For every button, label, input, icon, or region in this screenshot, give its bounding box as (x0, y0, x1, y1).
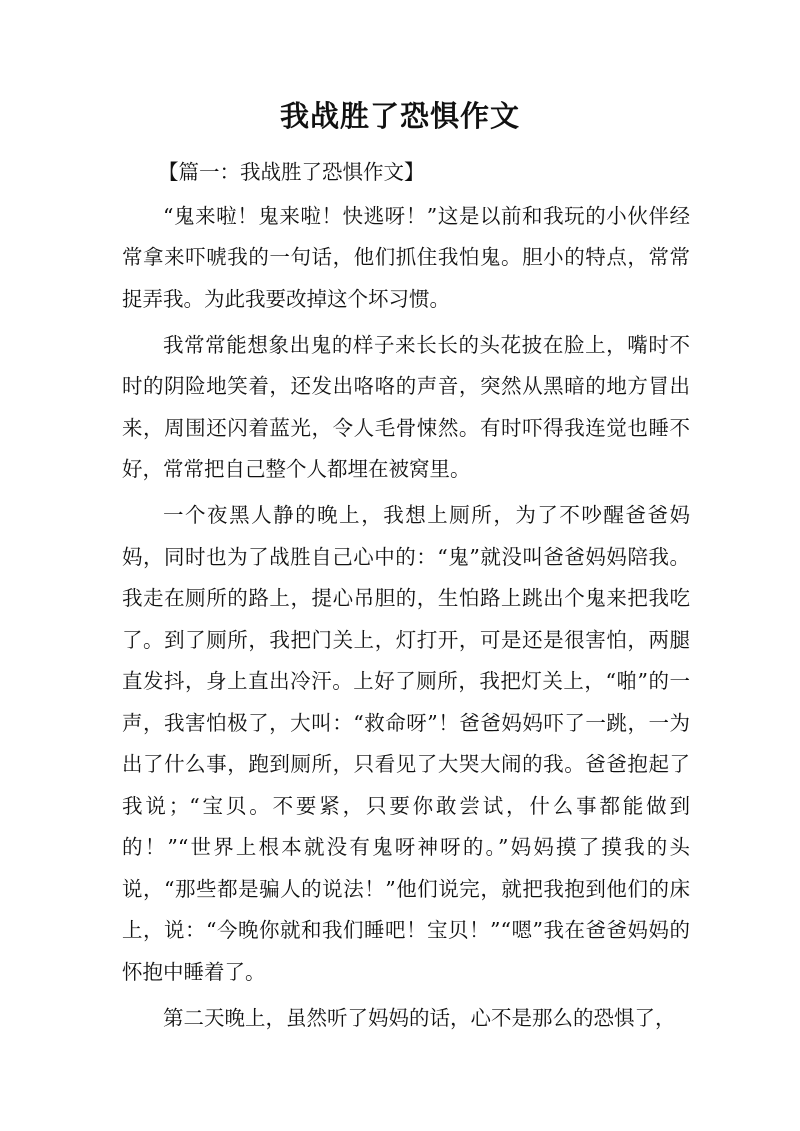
document-title: 我战胜了恐惧作文 (279, 99, 520, 133)
paragraph-4: 第二天晚上，虽然听了妈妈的话，心不是那么的恐惧了， (163, 1005, 676, 1030)
paragraph-2: 我常常能想象出鬼的样子来长长的头花披在脸上，嘴时不时的阴险地笑着，还发出咯咯的声音，突然从黑暗的地方冒出来，周围还闪着蓝光，令人毛骨悚然。有时吓得我连觉也睡不好，常常把自己整个人都埋在被窝里。 (122, 332, 690, 481)
section-heading: 【篇一：我战胜了恐惧作文】 (158, 160, 425, 184)
document-body (122, 152, 690, 1044)
paragraph-1: “鬼来啦！鬼来啦！快逃呀！”这是以前和我玩的小伙伴经常拿来吓唬我的一句话，他们抓住我怕鬼。胆小的特点，常常捉弄我。为此我要改掉这个坏习惯。 (122, 203, 690, 311)
paragraph-3: 一个夜黑人静的晚上，我想上厕所，为了不吵醒爸爸妈妈，同时也为了战胜自己心中的：“鬼”就没叫爸爸妈妈陪我。我走在厕所的路上，提心吊胆的，生怕路上跳出个鬼来把我吃了。到了厕所，我把门关上，灯打开，可是还是很害怕，两腿直发抖，身上直出冷汗。上好了厕所，我把灯关上，“啪”的一声，我害怕极了，大叫：“救命呀”！爸爸妈妈吓了一跳，一为出了什么事，跑到厕所，只看见了大哭大闹的我。爸爸抱起了我说；“宝贝。不要紧，只要你敢尝试，什么事都能做到的！”“世界上根本就没有鬼呀神呀的。”妈妈摸了摸我的头说，“那些都是骗人的说法！”他们说完，就把我抱到他们的床上，说：“今晚你就和我们睡吧！宝贝！”“嗯”我在爸爸妈妈的怀抱中睡着了。 (122, 503, 690, 984)
